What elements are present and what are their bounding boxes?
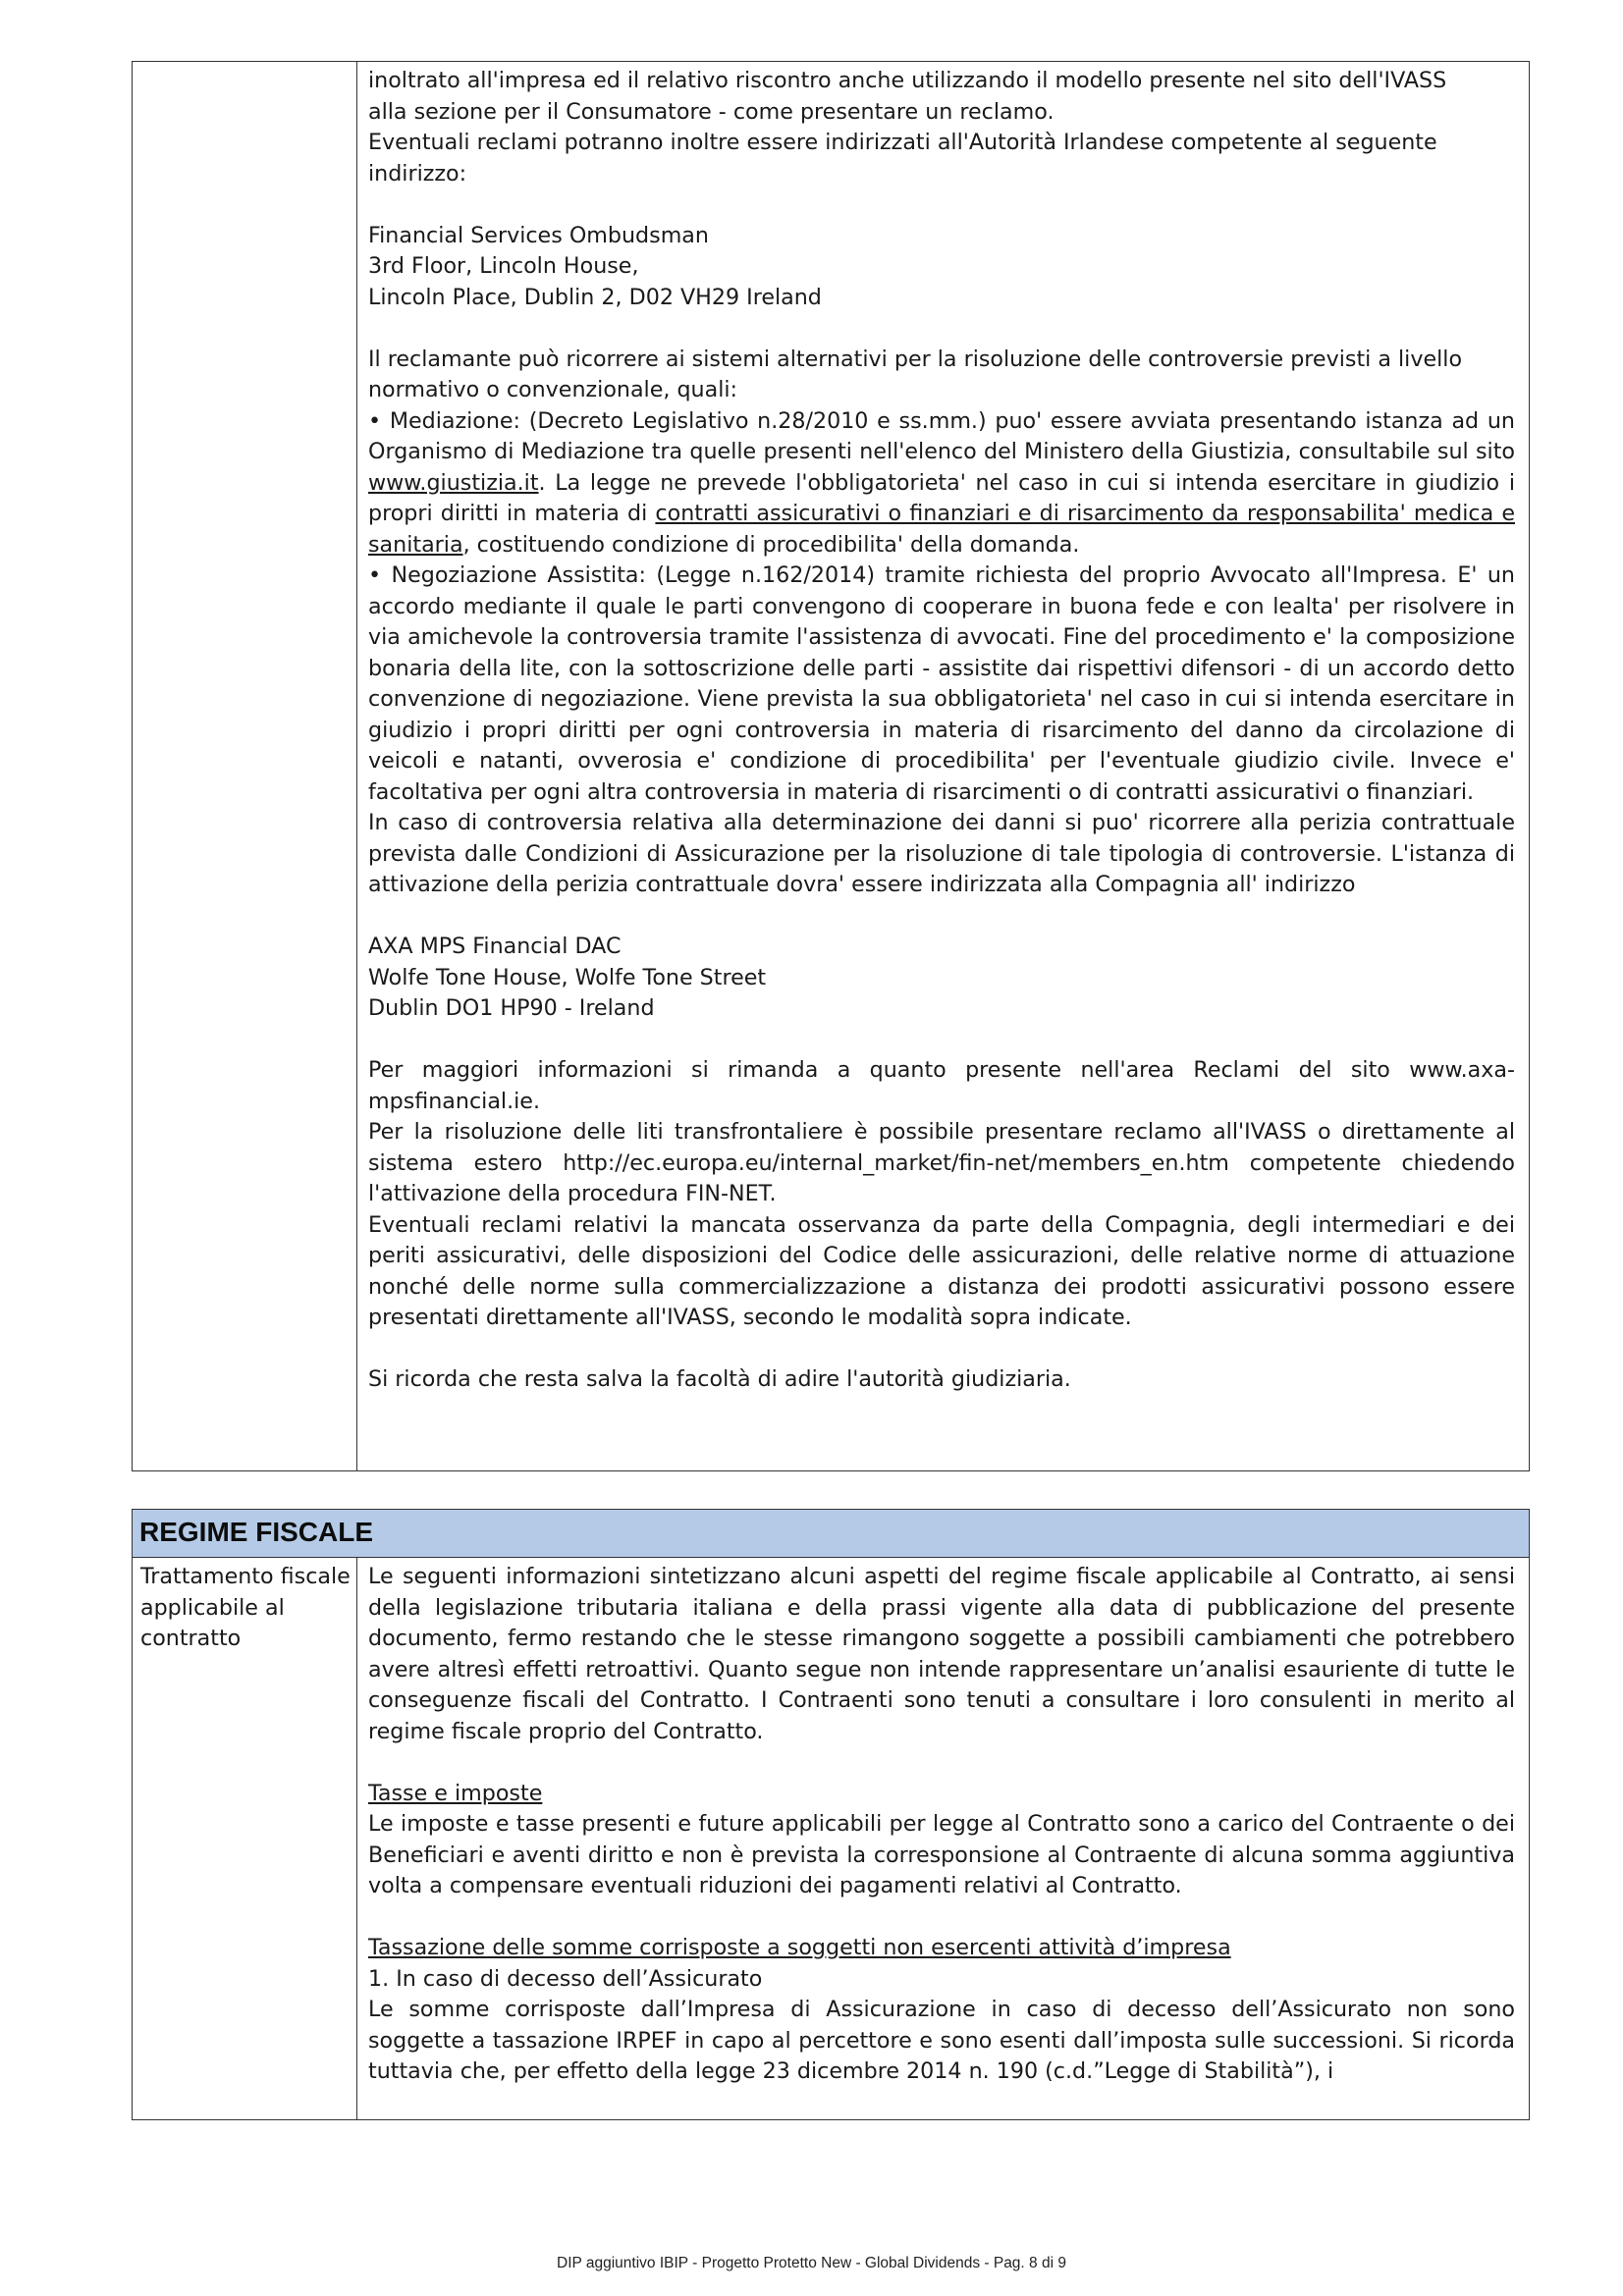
underlined-matter: contratti assicurativi o finanziari e di risarcimento da responsabilita' medica e sanitaria (368, 501, 1515, 558)
fiscal-label: Trattamento fiscale applicabile al contratto (140, 1564, 351, 1651)
regime-fiscale-table (132, 1509, 1530, 2120)
ombudsman-address-line: 3rd Floor, Lincoln House, (368, 253, 639, 279)
section-title: REGIME FISCALE (139, 1517, 374, 1547)
liti-transfrontaliere-paragraph: Per la risoluzione delle liti transfrontaliere è possibile presentare reclamo all'IVASS o direttamente al sistema estero http://ec.europa.eu/internal_market/fin-net/members_en.htm competente chiedendo l'attivazione della procedura FIN-NET. (368, 1119, 1515, 1206)
mediazione-paragraph: • Mediazione: (Decreto Legislativo n.28/2010 e ss.mm.) puo' essere avviata presentando istanza ad un Organismo di Mediazione tra quelle presenti nell'elenco del Ministero della Giustizia, consultabile sul sito www.giustizia.it. La legge ne prevede l'obbligatorieta' nel caso in cui si intenda esercitare in giudizio i propri diritti in materia di contratti assicurativi o finanziari e di risarcimento da responsabilita' medica e sanitaria, costituendo condizione di procedibilita' della domanda. (368, 407, 1515, 558)
negoziazione-paragraph: • Negoziazione Assistita: (Legge n.162/2014) tramite richiesta del proprio Avvocato all'Impresa. E' un accordo mediante il quale le parti convengono di cooperare in buona fede e con lealta' per risolvere in via amichevole la controversia tramite l'assistenza di avvocati. Fine del procedimento e' la composizione bonaria della lite, con la sottoscrizione delle parti - assistite dai rispettivi difensori - di un accordo detto convenzione di negoziazione. Viene prevista la sua obbligatorieta' nel caso in cui si intenda esercitare in giudizio i propri diritti per ogni controversia in materia di risarcimento del danno da circolazione di veicoli e natanti, ovverosia e' condizione di procedibilita' per l'eventuale giudizio civile. Invece e' facoltativa per ogni altra controversia in materia di risarcimenti o di contratti assicurativi o finanziari. (368, 562, 1515, 805)
axa-address-line: Wolfe Tone House, Wolfe Tone Street (368, 964, 767, 990)
complaints-table (132, 61, 1530, 1471)
ombudsman-name: Financial Services Ombudsman (368, 222, 709, 248)
page-footer: DIP aggiuntivo IBIP - Progetto Protetto New - Global Dividends - Pag. 8 di 9 (557, 2255, 1066, 2271)
ombudsman-address-line: Lincoln Place, Dublin 2, D02 VH29 Ireland (368, 284, 822, 310)
fiscal-intro-paragraph: Le seguenti informazioni sintetizzano alcuni aspetti del regime fiscale applicabile al Contratto, ai sensi della legislazione tributaria italiana e della prassi vigente alla data di pubblicazione del presente documento, fermo restando che le stesse rimangono soggette a possibili cambiamenti che potrebbero avere altresì effetti retroattivi. Quanto segue non intende rappresentare un’analisi esauriente di tutte le conseguenze fiscali del Contratto. I Contraenti sono tenuti a consultare i loro consulenti in merito al regime fiscale proprio del Contratto. (368, 1564, 1515, 1744)
autorita-paragraph: Si ricorda che resta salva la facoltà di adire l'autorità giudiziaria. (368, 1366, 1071, 1392)
complaints-label-cell (133, 62, 357, 1470)
intro-line: alla sezione per il Consumatore - come presentare un reclamo. (368, 98, 1055, 125)
intro-line: Eventuali reclami potranno inoltre essere indirizzati all'Autorità Irlandese competente al seguente (368, 130, 1437, 155)
decesso-title: 1. In caso di decesso dell’Assicurato (368, 1965, 763, 1992)
maggiori-info-paragraph: Per maggiori informazioni si rimanda a quanto presente nell'area Reclami del sito www.axa-mpsfinancial.ie. (368, 1057, 1515, 1114)
adr-text: normativo o convenzionale, quali: (368, 377, 738, 402)
adr-text: Il reclamante può ricorrere ai sistemi alternativi per la risoluzione delle controversie previsti a livello (368, 346, 1463, 372)
axa-address-line: Dublin DO1 HP90 - Ireland (368, 995, 655, 1021)
axa-company-name: AXA MPS Financial DAC (368, 934, 622, 959)
fiscal-content-cell (368, 1562, 1515, 2088)
perizia-paragraph: In caso di controversia relativa alla determinazione dei danni si puo' ricorrere alla perizia contrattuale prevista dalle Condizioni di Assicurazione per la risoluzione di tale tipologia di controversie. L'istanza di attivazione della perizia contrattuale dovra' essere indirizzata alla Compagnia all' indirizzo (368, 810, 1515, 897)
section-header (133, 1510, 1529, 1558)
intro-line: indirizzo: (368, 160, 467, 187)
decesso-paragraph: Le somme corrisposte dall’Impresa di Assicurazione in caso di decesso dell’Assicurato non sono soggette a tassazione IRPEF in capo al percettore e sono esenti dall’imposta sulle successioni. Si ricorda tuttavia che, per effetto della legge 23 dicembre 2014 n. 190 (c.d.”Legge di Stabilità”), i (368, 1997, 1515, 2084)
tassazione-title: Tassazione delle somme corrisposte a soggetti non esercenti attività d’impresa (368, 1935, 1231, 1960)
reclami-ivass-paragraph: Eventuali reclami relativi la mancata osservanza da parte della Compagnia, degli intermediari e dei periti assicurativi, delle disposizioni del Codice delle assicurazioni, delle relative norme di attuazione nonché delle norme sulla commercializzazione a distanza dei prodotti assicurativi possono essere presentati direttamente all'IVASS, secondo le modalità sopra indicate. (368, 1211, 1515, 1330)
tasse-paragraph: Le imposte e tasse presenti e future applicabili per legge al Contratto sono a carico del Contraente o dei Beneficiari e aventi diritto e non è prevista la corresponsione al Contraente di alcuna somma aggiuntiva volta a compensare eventuali riduzioni dei pagamenti relativi al Contratto. (368, 1811, 1515, 1898)
intro-line: inoltrato all'impresa ed il relativo riscontro anche utilizzando il modello presente nel sito dell'IVASS (368, 68, 1447, 93)
giustizia-link[interactable]: www.giustizia.it (368, 469, 539, 496)
complaints-content-cell (368, 66, 1515, 1396)
tasse-title: Tasse e imposte (368, 1780, 543, 1806)
